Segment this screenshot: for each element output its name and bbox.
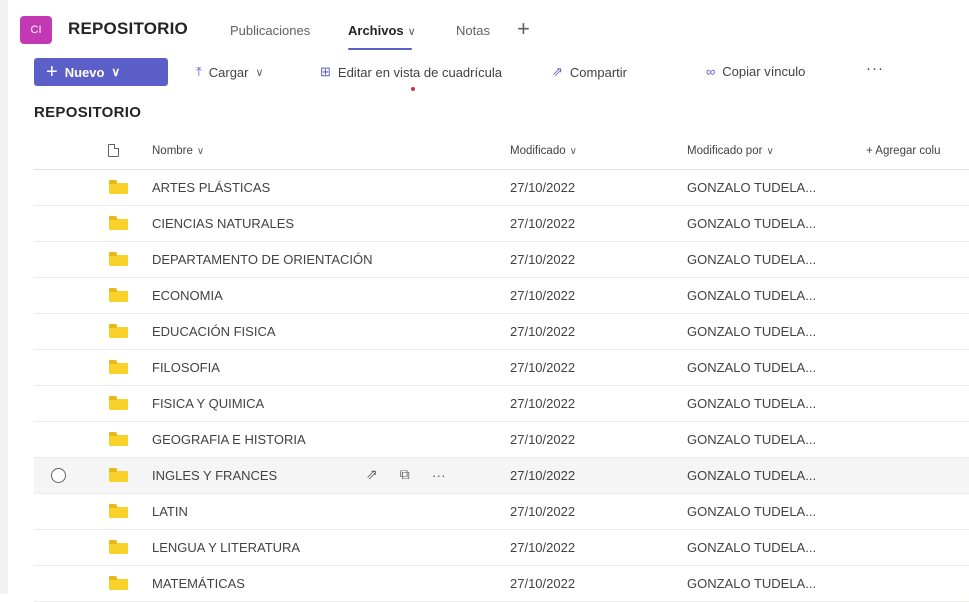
grid-icon: ⊞ (320, 64, 331, 79)
modified-by[interactable]: GONZALO TUDELA... (687, 576, 817, 591)
plus-icon: + (46, 61, 58, 83)
chevron-down-icon: ∨ (407, 26, 416, 38)
chevron-down-icon: ∨ (569, 146, 577, 157)
chevron-down-icon: ∨ (255, 66, 264, 79)
modified-by[interactable]: GONZALO TUDELA... (687, 324, 817, 339)
chevron-down-icon: ∨ (766, 146, 774, 157)
chevron-down-icon: ∨ (196, 146, 205, 157)
folder-icon (109, 363, 128, 374)
file-name-link[interactable]: EDUCACIÓN FISICA (152, 324, 276, 339)
file-name-link[interactable]: FILOSOFIA (152, 360, 220, 375)
modified-date: 27/10/2022 (510, 324, 576, 339)
copy-link-icon[interactable]: ⧉ (399, 466, 410, 482)
modified-date: 27/10/2022 (510, 504, 576, 519)
modified-date: 27/10/2022 (510, 432, 576, 447)
table-row[interactable] (34, 386, 969, 422)
table-row[interactable] (34, 278, 969, 314)
table-row[interactable] (34, 458, 969, 494)
active-tab-indicator (348, 48, 412, 50)
folder-icon (109, 579, 128, 590)
file-name-link[interactable]: ARTES PLÁSTICAS (152, 180, 271, 195)
folder-icon (109, 471, 128, 482)
file-name-link[interactable]: GEOGRAFIA E HISTORIA (152, 432, 306, 447)
folder-icon (109, 435, 128, 446)
modified-date: 27/10/2022 (510, 468, 576, 483)
notification-dot (411, 87, 415, 91)
channel-header (20, 14, 969, 48)
team-avatar[interactable]: CI (20, 16, 52, 44)
modified-date: 27/10/2022 (510, 540, 576, 555)
column-header-name[interactable] (152, 145, 204, 157)
edit-grid-view-button[interactable] (320, 64, 502, 80)
table-row[interactable] (34, 206, 969, 242)
tab-publicaciones[interactable]: Publicaciones (230, 23, 311, 38)
folder-icon (109, 291, 128, 302)
new-button-label: Nuevo (64, 64, 105, 80)
app-left-edge (0, 0, 8, 594)
copy-link-label: Copiar vínculo (722, 64, 806, 79)
tab-archivos-label: Archivos (348, 23, 404, 38)
row-actions (366, 466, 468, 483)
table-row[interactable] (34, 422, 969, 458)
table-row[interactable] (34, 494, 969, 530)
modified-date: 27/10/2022 (510, 252, 576, 267)
file-name-link[interactable]: MATEMÁTICAS (152, 576, 245, 591)
add-tab-icon[interactable]: + (517, 16, 530, 41)
table-row[interactable] (34, 350, 969, 386)
table-header (34, 135, 969, 170)
file-name-link[interactable]: LENGUA Y LITERATURA (152, 540, 301, 555)
folder-icon (109, 399, 128, 410)
file-name-link[interactable]: LATIN (152, 504, 188, 519)
column-modified-by-label: Modificado por (687, 145, 763, 157)
upload-label: Cargar (208, 64, 249, 80)
new-button[interactable] (34, 58, 168, 86)
add-column-button[interactable]: + Agregar colu (866, 145, 941, 157)
table-row[interactable] (34, 242, 969, 278)
column-header-modified-by[interactable] (687, 145, 774, 157)
modified-date: 27/10/2022 (510, 216, 576, 231)
share-icon[interactable]: ⇗ (366, 466, 378, 482)
library-title: REPOSITORIO (34, 104, 142, 121)
column-modified-label: Modificado (510, 145, 566, 157)
modified-by[interactable]: GONZALO TUDELA... (687, 216, 817, 231)
folder-icon (109, 219, 128, 230)
table-row[interactable] (34, 170, 969, 206)
modified-date: 27/10/2022 (510, 576, 576, 591)
tab-archivos[interactable] (348, 23, 416, 38)
row-select-radio[interactable] (51, 468, 66, 483)
modified-by[interactable]: GONZALO TUDELA... (687, 288, 817, 303)
table-row[interactable] (34, 566, 969, 602)
table-row[interactable] (34, 530, 969, 566)
upload-button[interactable] (196, 64, 264, 80)
modified-by[interactable]: GONZALO TUDELA... (687, 180, 817, 195)
team-name: REPOSITORIO (68, 19, 188, 38)
chevron-down-icon: ∨ (111, 65, 121, 79)
share-label: Compartir (569, 64, 627, 80)
copy-link-button[interactable] (706, 64, 805, 79)
share-button[interactable] (552, 64, 627, 80)
modified-by[interactable]: GONZALO TUDELA... (687, 504, 817, 519)
modified-by[interactable]: GONZALO TUDELA... (687, 252, 817, 267)
file-type-icon[interactable] (108, 144, 119, 157)
modified-date: 27/10/2022 (510, 288, 576, 303)
more-options-icon[interactable]: ··· (431, 466, 446, 483)
upload-icon: ⤒ (196, 64, 202, 79)
files-table (34, 135, 969, 602)
file-name-link[interactable]: CIENCIAS NATURALES (152, 216, 295, 231)
file-name-link[interactable]: ECONOMIA (152, 288, 223, 303)
table-row[interactable] (34, 314, 969, 350)
modified-date: 27/10/2022 (510, 360, 576, 375)
share-icon: ⇗ (552, 64, 563, 79)
modified-by[interactable]: GONZALO TUDELA... (687, 540, 817, 555)
column-header-modified[interactable] (510, 145, 577, 157)
column-name-label: Nombre (152, 145, 193, 157)
folder-icon (109, 183, 128, 194)
folder-icon (109, 543, 128, 554)
more-options-icon[interactable]: ··· (866, 60, 884, 77)
folder-icon (109, 507, 128, 518)
file-name-link[interactable]: DEPARTAMENTO DE ORIENTACIÓN (152, 252, 373, 267)
file-name-link[interactable]: FISICA Y QUIMICA (152, 396, 265, 411)
modified-by[interactable]: GONZALO TUDELA... (687, 360, 817, 375)
command-bar (34, 58, 969, 86)
folder-icon (109, 327, 128, 338)
modified-date: 27/10/2022 (510, 180, 576, 195)
tab-notas[interactable]: Notas (456, 23, 490, 38)
modified-by[interactable]: GONZALO TUDELA... (687, 396, 817, 411)
edit-grid-view-label: Editar en vista de cuadrícula (337, 64, 502, 80)
modified-by[interactable]: GONZALO TUDELA... (687, 432, 817, 447)
modified-date: 27/10/2022 (510, 396, 576, 411)
link-icon: ∞ (706, 64, 716, 79)
modified-by[interactable]: GONZALO TUDELA... (687, 468, 817, 483)
file-name-link[interactable]: INGLES Y FRANCES (152, 468, 278, 483)
folder-icon (109, 255, 128, 266)
